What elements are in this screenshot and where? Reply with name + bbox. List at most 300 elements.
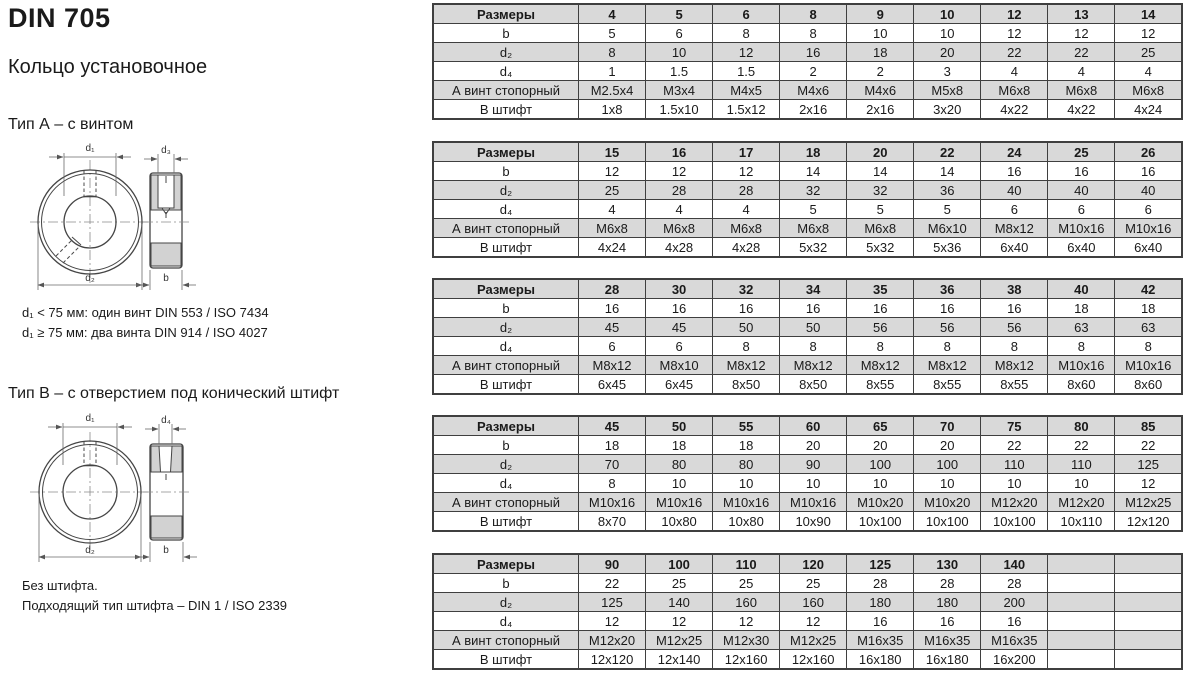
table-cell: 16 xyxy=(646,142,713,162)
table-cell: 42 xyxy=(1115,279,1182,299)
table-cell: 22 xyxy=(1048,436,1115,455)
table-cell: M6x8 xyxy=(981,81,1048,100)
row-label: Размеры xyxy=(433,554,579,574)
table-cell: M12x20 xyxy=(1048,493,1115,512)
table-cell: 9 xyxy=(847,4,914,24)
row-label: b xyxy=(433,574,579,593)
table-cell: M12x20 xyxy=(981,493,1048,512)
table-cell: 16 xyxy=(981,162,1048,181)
table-cell: 22 xyxy=(1115,436,1182,455)
table-cell: 6x40 xyxy=(981,238,1048,258)
table-cell: 18 xyxy=(1115,299,1182,318)
table-cell: 18 xyxy=(1048,299,1115,318)
type-b-note-line: Подходящий тип штифта – DIN 1 / ISO 2339 xyxy=(22,598,288,613)
table-cell: M16x35 xyxy=(914,631,981,650)
table-cell: 6 xyxy=(713,4,780,24)
table-cell: 40 xyxy=(981,181,1048,200)
table-cell: 100 xyxy=(847,455,914,474)
table-cell: M6x8 xyxy=(713,219,780,238)
table-cell: 12 xyxy=(1115,474,1182,493)
type-b-side-view xyxy=(136,415,197,562)
table-cell: 14 xyxy=(914,162,981,181)
row-label: d₄ xyxy=(433,200,579,219)
row-label: В штифт xyxy=(433,512,579,532)
table-cell: 8 xyxy=(1048,337,1115,356)
table-row xyxy=(433,279,1182,299)
table-cell: 5 xyxy=(646,4,713,24)
table-cell: 25 xyxy=(780,574,847,593)
table-cell: 50 xyxy=(646,416,713,436)
dimensions-table-3 xyxy=(432,278,1183,395)
table-row xyxy=(433,162,1182,181)
table-cell: 45 xyxy=(646,318,713,337)
table-cell: 8 xyxy=(1115,337,1182,356)
table-row xyxy=(433,436,1182,455)
row-label: b xyxy=(433,24,579,43)
table-cell: M10x20 xyxy=(847,493,914,512)
table-cell: 5 xyxy=(914,200,981,219)
table-row xyxy=(433,574,1182,593)
table-cell: 5x32 xyxy=(847,238,914,258)
table-cell: 10x80 xyxy=(713,512,780,532)
table-cell: 25 xyxy=(713,574,780,593)
dim-label-b: b xyxy=(163,273,169,284)
table-cell: 26 xyxy=(1115,142,1182,162)
table-cell: 110 xyxy=(981,455,1048,474)
table-cell: 28 xyxy=(646,181,713,200)
table-cell: 10 xyxy=(646,43,713,62)
table-cell xyxy=(1048,593,1115,612)
table-cell: 100 xyxy=(646,554,713,574)
table-cell xyxy=(1048,574,1115,593)
table-cell: M10x16 xyxy=(713,493,780,512)
table-cell: 16 xyxy=(981,299,1048,318)
table-row xyxy=(433,554,1182,574)
table-cell: 5 xyxy=(780,200,847,219)
table-cell: 6 xyxy=(1115,200,1182,219)
table-cell: 10x100 xyxy=(981,512,1048,532)
table-cell: 40 xyxy=(1048,279,1115,299)
table-cell: 75 xyxy=(981,416,1048,436)
table-cell: 4 xyxy=(579,200,646,219)
table-cell: 180 xyxy=(914,593,981,612)
row-label: А винт стопорный xyxy=(433,356,579,375)
row-label: d₂ xyxy=(433,455,579,474)
table-cell: 5 xyxy=(579,24,646,43)
type-a-front-view xyxy=(30,143,150,290)
table-cell: 8 xyxy=(847,337,914,356)
table-cell: 10x80 xyxy=(646,512,713,532)
table-cell: 28 xyxy=(579,279,646,299)
table-row xyxy=(433,650,1182,670)
table-cell: M12x25 xyxy=(780,631,847,650)
table-cell: 125 xyxy=(847,554,914,574)
table-cell: 12 xyxy=(780,612,847,631)
table-cell: 18 xyxy=(579,436,646,455)
row-label: Размеры xyxy=(433,279,579,299)
table-cell: 125 xyxy=(579,593,646,612)
table-cell: M4x5 xyxy=(713,81,780,100)
table-cell: 12 xyxy=(713,43,780,62)
dim-label-d2: d₂ xyxy=(85,545,95,556)
row-label: d₂ xyxy=(433,181,579,200)
table-row xyxy=(433,493,1182,512)
table-cell: M10x16 xyxy=(780,493,847,512)
row-label: b xyxy=(433,299,579,318)
row-label: d₂ xyxy=(433,318,579,337)
table-cell: 12x160 xyxy=(713,650,780,670)
table-cell: 18 xyxy=(713,436,780,455)
table-cell: M10x16 xyxy=(1115,356,1182,375)
table-cell: 2x16 xyxy=(780,100,847,120)
table-cell: 63 xyxy=(1115,318,1182,337)
table-cell: 36 xyxy=(914,279,981,299)
table-cell: M10x16 xyxy=(1048,219,1115,238)
table-cell: 70 xyxy=(914,416,981,436)
table-cell: 5x32 xyxy=(780,238,847,258)
table-cell: 32 xyxy=(780,181,847,200)
table-cell: 4x28 xyxy=(646,238,713,258)
table-cell: 65 xyxy=(847,416,914,436)
table-cell: 12 xyxy=(981,24,1048,43)
table-cell: 34 xyxy=(780,279,847,299)
row-label: А винт стопорный xyxy=(433,493,579,512)
table-row xyxy=(433,612,1182,631)
table-cell: 22 xyxy=(981,43,1048,62)
table-cell: M6x8 xyxy=(1048,81,1115,100)
table-cell: M8x12 xyxy=(713,356,780,375)
table-cell: 6x40 xyxy=(1115,238,1182,258)
table-row xyxy=(433,100,1182,120)
table-cell: 20 xyxy=(914,43,981,62)
table-cell: M4x6 xyxy=(847,81,914,100)
table-cell: 20 xyxy=(914,436,981,455)
table-cell: 80 xyxy=(1048,416,1115,436)
table-cell: 16 xyxy=(914,612,981,631)
type-a-heading: Тип А – с винтом xyxy=(8,116,134,133)
table-cell: 110 xyxy=(1048,455,1115,474)
table-row xyxy=(433,200,1182,219)
table-cell: 12 xyxy=(981,4,1048,24)
table-cell: 10 xyxy=(914,4,981,24)
table-cell: 22 xyxy=(981,436,1048,455)
row-label: В штифт xyxy=(433,375,579,395)
type-b-note-line: Без штифта. xyxy=(22,578,98,593)
table-cell: 50 xyxy=(780,318,847,337)
table-cell: 56 xyxy=(981,318,1048,337)
table-cell: 14 xyxy=(1115,4,1182,24)
table-cell: 4 xyxy=(579,4,646,24)
row-label: В штифт xyxy=(433,100,579,120)
table-cell xyxy=(1115,593,1182,612)
table-cell: 8 xyxy=(780,337,847,356)
table-cell: 80 xyxy=(713,455,780,474)
dim-label-d4: d₄ xyxy=(161,415,171,426)
table-cell: M8x12 xyxy=(847,356,914,375)
table-cell: 6x40 xyxy=(1048,238,1115,258)
dim-label-d1: d₁ xyxy=(85,413,95,424)
table-cell: 8 xyxy=(780,4,847,24)
table-cell: 8 xyxy=(780,24,847,43)
table-cell: 32 xyxy=(713,279,780,299)
table-cell: M3x4 xyxy=(646,81,713,100)
row-label: Размеры xyxy=(433,416,579,436)
table-cell: 18 xyxy=(646,436,713,455)
table-cell: 16 xyxy=(847,299,914,318)
table-cell: 16x180 xyxy=(914,650,981,670)
row-label: Размеры xyxy=(433,4,579,24)
table-cell: 10 xyxy=(780,474,847,493)
table-cell: 8x55 xyxy=(847,375,914,395)
table-cell: M6x8 xyxy=(847,219,914,238)
table-cell: 24 xyxy=(981,142,1048,162)
table-cell: 16x180 xyxy=(847,650,914,670)
table-cell: 16 xyxy=(847,612,914,631)
table-cell: 20 xyxy=(780,436,847,455)
table-cell: 4x24 xyxy=(579,238,646,258)
table-cell: 12x140 xyxy=(646,650,713,670)
table-cell: 4x28 xyxy=(713,238,780,258)
table-cell: 8 xyxy=(914,337,981,356)
row-label: b xyxy=(433,436,579,455)
table-cell: M4x6 xyxy=(780,81,847,100)
type-a-note-line: d₁ ≥ 75 мм: два винта DIN 914 / ISO 4027 xyxy=(22,325,268,340)
table-cell: 16 xyxy=(579,299,646,318)
table-cell: 3 xyxy=(914,62,981,81)
table-cell: 16 xyxy=(981,612,1048,631)
table-row xyxy=(433,337,1182,356)
table-cell: 6 xyxy=(1048,200,1115,219)
row-label: d₄ xyxy=(433,62,579,81)
table-row xyxy=(433,512,1182,532)
table-cell: 22 xyxy=(579,574,646,593)
table-cell: 90 xyxy=(780,455,847,474)
table-cell: 38 xyxy=(981,279,1048,299)
table-cell: 2 xyxy=(780,62,847,81)
table-cell: 16 xyxy=(646,299,713,318)
table-row xyxy=(433,318,1182,337)
table-cell: 6 xyxy=(646,24,713,43)
table-cell: 4 xyxy=(1115,62,1182,81)
table-row xyxy=(433,142,1182,162)
table-cell: 125 xyxy=(1115,455,1182,474)
table-cell: 22 xyxy=(1048,43,1115,62)
dimensions-table-5 xyxy=(432,553,1183,670)
table-cell: 10x110 xyxy=(1048,512,1115,532)
table-row xyxy=(433,416,1182,436)
dim-label-d1: d₁ xyxy=(85,143,95,154)
table-cell: M6x8 xyxy=(646,219,713,238)
table-cell: 12 xyxy=(713,162,780,181)
table-cell: 16x200 xyxy=(981,650,1048,670)
dim-label-d2: d₂ xyxy=(85,273,95,284)
table-row xyxy=(433,81,1182,100)
table-cell: M6x10 xyxy=(914,219,981,238)
table-row xyxy=(433,375,1182,395)
dimensions-table-1 xyxy=(432,3,1183,120)
table-cell: 16 xyxy=(780,299,847,318)
table-cell: 25 xyxy=(1048,142,1115,162)
table-cell: 28 xyxy=(713,181,780,200)
type-b-front-view xyxy=(30,413,150,562)
table-cell: M8x12 xyxy=(579,356,646,375)
type-a-drawing xyxy=(16,138,211,302)
table-cell: M16x35 xyxy=(981,631,1048,650)
table-cell: M6x8 xyxy=(579,219,646,238)
table-cell: 20 xyxy=(847,436,914,455)
table-cell: 2x16 xyxy=(847,100,914,120)
table-cell: 56 xyxy=(914,318,981,337)
table-cell: 140 xyxy=(646,593,713,612)
table-cell: 1.5 xyxy=(646,62,713,81)
table-cell: 6x45 xyxy=(579,375,646,395)
table-cell: 13 xyxy=(1048,4,1115,24)
table-cell: 8 xyxy=(981,337,1048,356)
row-label: В штифт xyxy=(433,238,579,258)
dim-label-b: b xyxy=(163,545,169,556)
page-subtitle: Кольцо установочное xyxy=(8,56,208,78)
table-cell: M10x16 xyxy=(1115,219,1182,238)
table-cell: 12x120 xyxy=(1115,512,1182,532)
row-label: Размеры xyxy=(433,142,579,162)
table-cell: 6 xyxy=(579,337,646,356)
table-cell: 4x22 xyxy=(981,100,1048,120)
table-row xyxy=(433,299,1182,318)
table-cell: 28 xyxy=(914,574,981,593)
table-cell: 28 xyxy=(981,574,1048,593)
table-cell: 10 xyxy=(847,474,914,493)
row-label: А винт стопорный xyxy=(433,219,579,238)
type-a-notes xyxy=(22,303,269,343)
table-cell: 63 xyxy=(1048,318,1115,337)
table-cell: M2.5x4 xyxy=(579,81,646,100)
table-cell: 45 xyxy=(579,416,646,436)
table-cell: 16 xyxy=(713,299,780,318)
page-title: DIN 705 xyxy=(8,3,111,33)
table-cell: 90 xyxy=(579,554,646,574)
table-row xyxy=(433,24,1182,43)
table-cell: 8x50 xyxy=(713,375,780,395)
table-cell: 140 xyxy=(981,554,1048,574)
table-cell: 12 xyxy=(579,612,646,631)
table-cell: 12 xyxy=(579,162,646,181)
table-cell: M6x8 xyxy=(780,219,847,238)
table-cell: M8x12 xyxy=(981,219,1048,238)
table-cell: 12 xyxy=(1115,24,1182,43)
table-cell: 120 xyxy=(780,554,847,574)
table-cell: 56 xyxy=(847,318,914,337)
table-cell: 10 xyxy=(914,24,981,43)
table-cell: 4 xyxy=(713,200,780,219)
type-b-heading: Тип B – с отверстием под конический штифт xyxy=(8,385,340,402)
table-cell: M12x25 xyxy=(646,631,713,650)
table-row xyxy=(433,356,1182,375)
table-cell: M10x16 xyxy=(579,493,646,512)
table-cell: 8 xyxy=(579,474,646,493)
table-cell: 12 xyxy=(646,162,713,181)
row-label: В штифт xyxy=(433,650,579,670)
table-cell: 1.5 xyxy=(713,62,780,81)
row-label: d₂ xyxy=(433,43,579,62)
table-row xyxy=(433,631,1182,650)
table-cell: 8x55 xyxy=(981,375,1048,395)
table-cell: 110 xyxy=(713,554,780,574)
table-cell: M10x16 xyxy=(646,493,713,512)
table-cell: 40 xyxy=(1115,181,1182,200)
table-cell: 1.5x12 xyxy=(713,100,780,120)
table-cell: 130 xyxy=(914,554,981,574)
table-cell: 50 xyxy=(713,318,780,337)
table-cell: 12 xyxy=(646,612,713,631)
table-cell: 8 xyxy=(579,43,646,62)
table-cell: 8x50 xyxy=(780,375,847,395)
table-row xyxy=(433,238,1182,258)
table-cell: 4 xyxy=(646,200,713,219)
table-cell: 8 xyxy=(713,24,780,43)
table-cell: 18 xyxy=(780,142,847,162)
table-cell xyxy=(1115,631,1182,650)
table-cell: M10x20 xyxy=(914,493,981,512)
table-cell xyxy=(1115,612,1182,631)
table-cell: 30 xyxy=(646,279,713,299)
table-cell: 16 xyxy=(914,299,981,318)
table-cell: 17 xyxy=(713,142,780,162)
table-cell: 25 xyxy=(1115,43,1182,62)
table-cell: 1.5x10 xyxy=(646,100,713,120)
table-cell xyxy=(1115,650,1182,670)
table-cell: 80 xyxy=(646,455,713,474)
dim-label-d3: d₃ xyxy=(161,145,171,156)
table-cell: 10 xyxy=(981,474,1048,493)
table-cell: 180 xyxy=(847,593,914,612)
table-cell: 28 xyxy=(847,574,914,593)
table-row xyxy=(433,62,1182,81)
table-cell: 6 xyxy=(981,200,1048,219)
table-cell: 1x8 xyxy=(579,100,646,120)
table-cell: 12 xyxy=(713,612,780,631)
table-cell: 16 xyxy=(1115,162,1182,181)
table-cell xyxy=(1048,554,1115,574)
type-b-notes xyxy=(22,576,287,616)
table-cell: 40 xyxy=(1048,181,1115,200)
type-a-side-view xyxy=(136,145,196,290)
table-cell: 6x45 xyxy=(646,375,713,395)
table-row xyxy=(433,455,1182,474)
table-cell: 100 xyxy=(914,455,981,474)
table-cell: 16 xyxy=(1048,162,1115,181)
table-row xyxy=(433,474,1182,493)
table-cell: 45 xyxy=(579,318,646,337)
type-b-drawing xyxy=(16,412,211,574)
table-cell: 4 xyxy=(1048,62,1115,81)
table-cell: 4x24 xyxy=(1115,100,1182,120)
table-cell: 160 xyxy=(780,593,847,612)
row-label: А винт стопорный xyxy=(433,631,579,650)
table-cell: 8x60 xyxy=(1048,375,1115,395)
table-row xyxy=(433,43,1182,62)
table-cell: 70 xyxy=(579,455,646,474)
table-cell: 14 xyxy=(847,162,914,181)
row-label: d₄ xyxy=(433,612,579,631)
table-cell: 8 xyxy=(713,337,780,356)
table-cell: M8x10 xyxy=(646,356,713,375)
table-cell: 15 xyxy=(579,142,646,162)
table-cell: M12x25 xyxy=(1115,493,1182,512)
table-cell: 8x70 xyxy=(579,512,646,532)
table-cell: 35 xyxy=(847,279,914,299)
table-cell: 14 xyxy=(780,162,847,181)
table-cell: 10 xyxy=(914,474,981,493)
